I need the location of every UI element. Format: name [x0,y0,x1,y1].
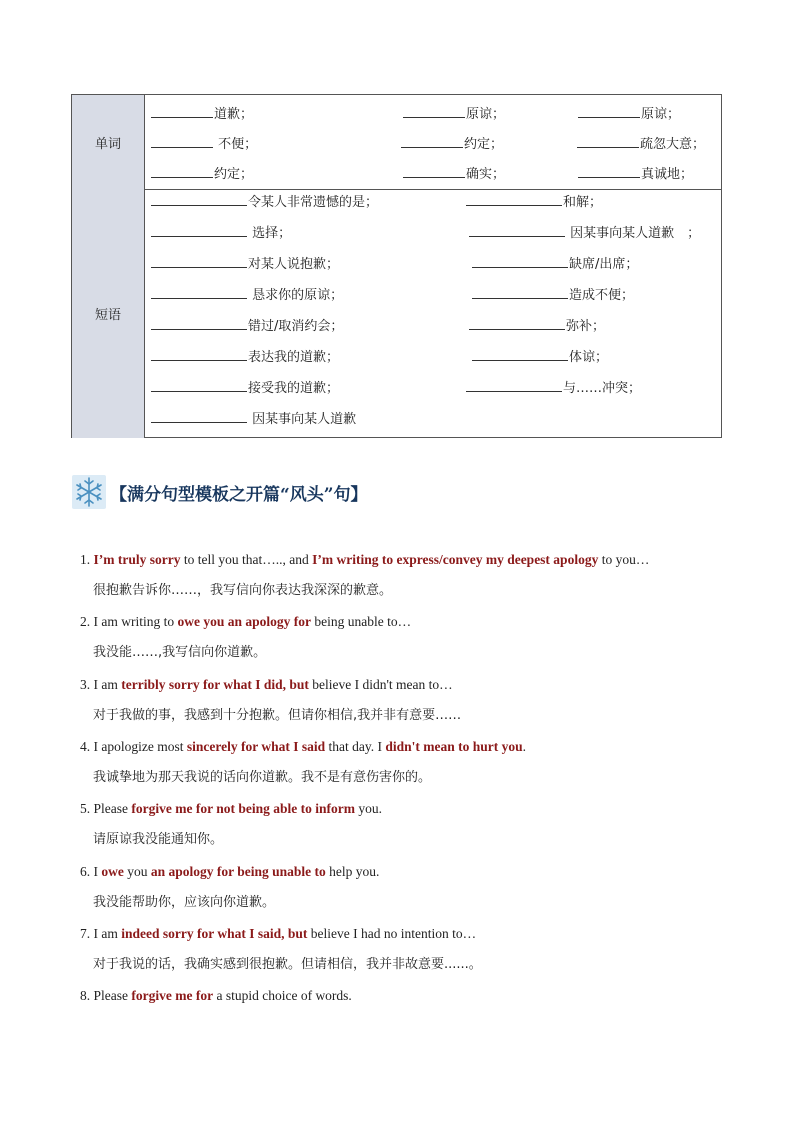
words-label: 单词 [72,95,145,189]
word-blank: 疏忽大意； [577,134,705,154]
phrase-blank: 弥补； [469,316,605,336]
highlighted-phrase: sincerely for what I said [186,738,326,754]
sentence-number: 8. [80,988,94,1004]
highlighted-phrase: an apology for being unable to [150,863,326,879]
sentence-number: 3. [80,676,94,692]
sentence-text: being unable to… [311,614,412,630]
sentence-item [80,676,453,694]
sentence-text: I am [93,676,122,692]
sentence-text: believe I didn't mean to… [308,676,453,692]
word-blank: 约定； [401,134,503,154]
sentence-item [80,613,411,631]
phrase-blank: 因某事向某人道歉 ； [469,223,700,243]
words-row [72,95,721,190]
word-blank: 不便； [151,134,257,154]
sentence-text: help you. [325,863,380,879]
phrase-blank: 恳求你的原谅； [151,285,343,305]
snowflake-icon [72,475,106,509]
sentence-number: 5. [80,801,94,817]
sentence-text: I am writing to [93,614,178,630]
sentence-translation: 请原谅我没能通知你。 [93,832,224,848]
word-blank: 原谅； [403,104,505,124]
word-blank: 原谅； [578,104,680,124]
phrase-blank: 接受我的道歉； [151,378,339,398]
sentence-text: Please [93,801,132,817]
sentence-translation: 我没能帮助你，应该向你道歉。 [93,894,276,910]
sentence-number: 1. [80,552,94,567]
sentence-text: to you… [598,552,650,567]
sentence-text: . [522,738,526,754]
phrase-blank: 和解； [466,192,602,212]
highlighted-phrase: terribly sorry for what I did, but [121,676,309,692]
phrases-label: 短语 [72,189,145,438]
sentence-text: a stupid choice of words. [213,988,352,1004]
sentence-text: I apologize most [93,738,187,754]
sentence-text: that day. I [325,738,386,754]
highlighted-phrase: I’m truly sorry [93,552,181,567]
highlighted-phrase: didn't mean to hurt you [385,738,523,754]
sentence-text: I am [93,925,122,941]
sentence-translation: 很抱歉告诉你……，我写信向你表达我深深的歉意。 [93,583,393,598]
highlighted-phrase: I’m writing to express/convey my deepest apology [312,552,599,567]
sentence-text: believe I had no intention to… [307,925,477,941]
sentence-number: 7. [80,925,94,941]
highlighted-phrase: forgive me for not being able to inform [131,801,355,817]
word-blank: 道歉； [151,104,253,124]
sentence-translation: 对于我做的事，我感到十分抱歉。但请你相信,我并非有意要…… [93,707,462,723]
highlighted-phrase: indeed sorry for what I said, but [121,925,308,941]
word-blank: 约定； [151,164,253,184]
sentence-item [80,925,476,943]
sentence-number: 6. [80,863,94,879]
sentence-text: Please [93,988,132,1004]
phrase-blank: 错过/取消约会； [151,316,343,336]
word-blank: 确实； [403,164,505,184]
sentence-translation: 对于我说的话，我确实感到很抱歉。但请相信，我并非故意要......。 [93,956,482,972]
phrase-blank: 令某人非常遗憾的是； [151,192,378,212]
highlighted-phrase: forgive me for [131,988,214,1004]
sentence-translation: 我诚挚地为那天我说的话向你道歉。我不是有意伤害你的。 [93,769,432,785]
phrases-row [72,189,721,438]
word-blank: 真诚地； [578,164,693,184]
phrase-blank: 体谅； [472,347,608,367]
highlighted-phrase: owe [101,863,124,879]
sentence-translation: 我没能……,我写信向你道歉。 [93,645,267,661]
highlighted-phrase: owe you an apology for [177,614,312,630]
sentence-number: 2. [80,614,94,630]
phrase-blank: 选择； [151,223,291,243]
sentence-item [80,738,526,756]
phrase-blank: 与……冲突； [466,378,641,398]
sentence-number: 4. [80,738,94,754]
section-heading [72,472,368,512]
sentence-text: you. [354,801,382,817]
phrase-blank: 造成不便； [472,285,634,305]
sentence-text: to tell you that….., and [180,552,313,567]
phrase-blank: 缺席/出席； [472,254,638,274]
sentence-item [80,551,649,569]
phrase-blank: 表达我的道歉； [151,347,339,367]
sentence-item [80,800,382,818]
vocabulary-table [71,94,722,438]
sentence-text: I [93,863,102,879]
phrase-blank: 对某人说抱歉； [151,254,339,274]
section-title: 【满分句型模板之开篇“风头”句】 [110,484,368,505]
sentence-text: you [123,863,151,879]
phrase-blank: 因某事向某人道歉 [151,409,356,429]
sentence-item [80,863,379,881]
sentence-item [80,987,352,1005]
